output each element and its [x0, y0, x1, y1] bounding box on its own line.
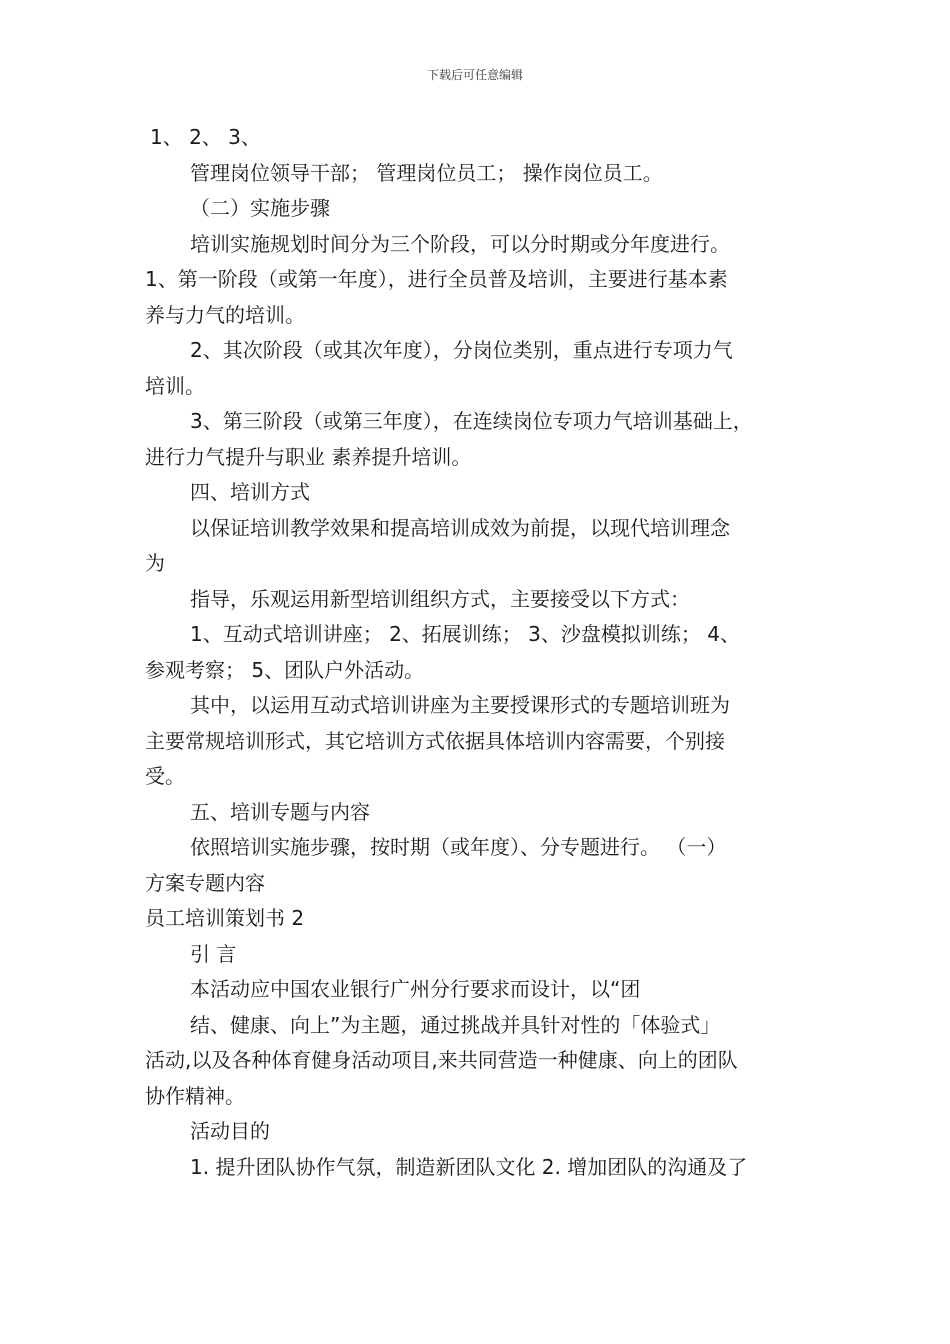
- document-line: 四、培训方式: [190, 480, 310, 504]
- document-line: 2、其次阶段（或其次年度），分岗位类别，重点进行专项力气: [190, 338, 733, 362]
- document-line: 以保证培训教学效果和提高培训成效为前提，以现代培训理念: [190, 515, 730, 540]
- document-line: 结、健康、向上”为主题，通过挑战并具针对性的「体验式」: [190, 1012, 721, 1037]
- document-line: 方案专题内容: [145, 870, 265, 895]
- document-line: 参观考察； 5、团队户外活动。: [145, 657, 425, 682]
- document-line: 五、培训专题与内容: [190, 799, 370, 824]
- document-line: 指导，乐观运用新型培训组织方式，主要接受以下方式：: [190, 586, 690, 611]
- document-line: 活动,以及各种体育健身活动项目,来共同营造一种健康、向上的团队: [145, 1048, 738, 1072]
- document-line: 1、第一阶段（或第一年度），进行全员普及培训，主要进行基本素: [145, 267, 728, 291]
- document-line: 其中，以运用互动式培训讲座为主要授课形式的专题培训班为: [190, 693, 730, 717]
- document-body: [145, 120, 825, 1185]
- document-line: 培训实施规划时间分为三个阶段，可以分时期或分年度进行。: [190, 231, 730, 256]
- document-line: 管理岗位领导干部； 管理岗位员工； 操作岗位员工。: [190, 160, 663, 185]
- document-line: 依照培训实施步骤，按时期（或年度）、分专题进行。 （一）: [190, 835, 727, 859]
- document-line: 进行力气提升与职业 素养提升培训。: [145, 444, 472, 469]
- document-line: 员工培训策划书 2: [145, 906, 305, 930]
- document-line: 1、 2、 3、: [150, 125, 261, 149]
- document-line: 为: [145, 551, 165, 575]
- document-line: 1. 提升团队协作气氛，制造新团队文化 2. 增加团队的沟通及了: [190, 1154, 748, 1179]
- page-header: 下载后可任意编辑: [426, 68, 523, 82]
- document-line: 培训。: [145, 373, 205, 398]
- document-line: 受。: [145, 764, 185, 788]
- document-line: 协作精神。: [145, 1083, 245, 1108]
- document-line: 3、第三阶段（或第三年度），在连续岗位专项力气培训基础上，: [190, 409, 753, 433]
- document-line: 活动目的: [190, 1119, 270, 1143]
- document-line: （二）实施步骤: [190, 196, 330, 220]
- document-line: 主要常规培训形式，其它培训方式依据具体培训内容需要，个别接: [145, 728, 725, 753]
- document-line: 引 言: [190, 941, 237, 966]
- document-line: 本活动应中国农业银行广州分行要求而设计，以“团: [190, 977, 641, 1001]
- document-line: 1、互动式培训讲座； 2、拓展训练； 3、沙盘模拟训练； 4、: [190, 622, 740, 646]
- document-line: 养与力气的培训。: [145, 302, 305, 327]
